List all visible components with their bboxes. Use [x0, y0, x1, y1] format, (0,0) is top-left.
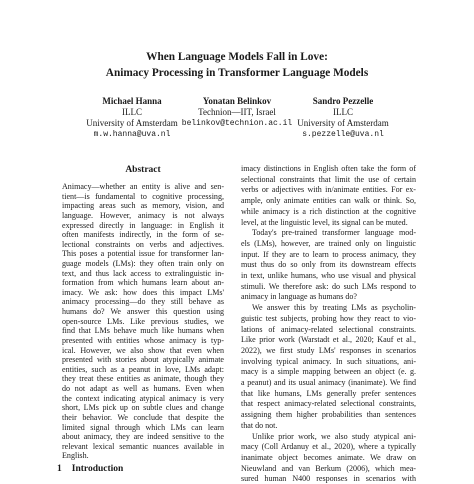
author-affiliation: Technion—IIT, Israel: [198, 107, 276, 117]
abstract-line: do not adapt as well as humans. Even when: [62, 384, 224, 393]
abstract-line: Animacy—whether an entity is alive and sen-: [62, 182, 224, 191]
author-affiliation: ILLC: [333, 107, 353, 117]
body-text-line: must thus do so only from its downstream effects: [241, 260, 416, 270]
abstract-line: short, LMs pick up on subtle clues and change: [62, 403, 224, 413]
paper-title-line-2: Animacy Processing in Transformer Language Models: [105, 67, 369, 79]
body-text-line: els (LMs), however, are trained only on linguistic: [241, 238, 416, 248]
body-text-line: that do not.: [241, 420, 278, 430]
abstract-heading: Abstract: [125, 165, 161, 175]
abstract-line: impacting areas such as memory, vision, and: [62, 201, 224, 211]
abstract-line: open-source LMs. Like previous studies, we: [62, 316, 224, 326]
author-email[interactable]: m.w.hanna@uva.nl: [93, 130, 171, 139]
body-text-line: a peanut) and its usual animacy (inanimate). We find: [241, 378, 416, 387]
author-email[interactable]: s.pezzelle@uva.nl: [302, 130, 384, 139]
author-name: Michael Hanna: [102, 96, 162, 106]
body-text-line: lations of animacy-related selectional constraints.: [241, 324, 416, 334]
section-title: Introduction: [71, 464, 124, 474]
abstract-line: text, and thus lack access to extralinguistic in-: [62, 268, 224, 278]
author-block: [0, 96, 474, 142]
abstract-line: about animacy, they are indeed sensitive to the: [62, 432, 224, 442]
abstract-line: often manifests indirectly, in the form of se-: [62, 230, 224, 240]
body-text-line: Nieuwland and van Berkum (2006), which mea-: [241, 463, 416, 473]
author-institution: University of Amsterdam: [297, 118, 389, 128]
author-3: [263, 96, 423, 140]
abstract-line: guage models (LMs): they often train only on: [62, 259, 224, 268]
abstract-line: find that LMs behave much like humans when: [62, 326, 224, 336]
introduction-heading: [57, 463, 123, 475]
body-text-line: Today's pre-trained transformer language mod-: [252, 228, 416, 238]
abstract-line: formation from which humans learn about an-: [62, 278, 224, 288]
abstract-line: relevant lexical semantic nuances available in: [62, 441, 224, 451]
abstract-line: limited signal through which LMs can learn: [62, 422, 224, 432]
body-text-line: while animacy is a rich distinction at the cognitive: [241, 206, 416, 216]
abstract-line: ical. However, we also show that even when: [62, 345, 224, 355]
section-number: 1: [57, 464, 62, 474]
body-text-line: level, at the linguistic level, its signal can be muted.: [241, 217, 408, 227]
body-text-line: macy (Coll Ardanuy et al., 2020), where a typically: [241, 442, 416, 452]
body-text-line: verbs or adjectives with in/animate entities. For ex-: [241, 185, 416, 195]
abstract-line: This poses a potential issue for transformer lan-: [62, 249, 224, 259]
abstract-line: entities, such as a peanut in love, LMs adapt:: [62, 364, 224, 374]
author-name: Yonatan Belinkov: [202, 96, 272, 106]
author-affiliation: ILLC: [122, 107, 142, 117]
abstract-line: they treat these entities as animate, though they: [62, 374, 224, 384]
paper-title-line-1: When Language Models Fall in Love:: [146, 51, 328, 63]
body-text-line: We answer this by treating LMs as psycholin-: [252, 303, 416, 313]
body-text-line: Like prior work (Warstadt et al., 2020; Kauf et al.,: [241, 335, 416, 345]
body-text-line: imacy distinctions in English often take the form of: [241, 164, 416, 173]
abstract-line: lectional constraints on verbs and adjectives.: [62, 239, 224, 249]
author-email[interactable]: belinkov@technion.ac.il: [181, 119, 293, 128]
body-text-line: stimuli. We therefore ask: do such LMs respond to: [241, 281, 416, 291]
body-text-line: that like humans, LMs generally prefer sentences: [241, 388, 416, 398]
body-text-line: inanimate object becomes animate. We draw on: [241, 452, 416, 462]
body-text-line: animacy in language as humans do?: [241, 292, 357, 302]
body-text-line: selectional constraints that limit the use of certain: [241, 174, 416, 184]
body-text-line: that respect animacy-related selectional constraints,: [241, 399, 416, 409]
body-text-line: Unlike prior work, we also study atypical ani-: [252, 431, 416, 441]
author-name: Sandro Pezzelle: [312, 96, 374, 106]
abstract-line: English.: [62, 451, 89, 461]
body-text-line: macy is a simple mapping between an object (e. g.: [241, 367, 416, 377]
abstract-line: tient—is fundamental to cognitive processing,: [62, 191, 224, 201]
abstract-line: animacy processing—do they still behave as: [62, 297, 224, 307]
abstract-line: presented with stories about atypically animate: [62, 355, 224, 365]
abstract-line: humans do? We answer this question using: [62, 307, 224, 317]
abstract-line: presented with entities whose animacy is typ-: [62, 335, 224, 345]
abstract-line: expressed directly in language: in English it: [62, 220, 224, 230]
body-text-line: sured human N400 responses in scenarios with: [241, 474, 416, 484]
body-text-line: ample, only animate entities can walk or think. So,: [241, 196, 416, 206]
body-text-line: 2022), we first study LMs' responses in scenarios: [241, 345, 416, 355]
body-text-line: involving typical animacy. In such situations, ani-: [241, 356, 416, 366]
body-text-line: assigning them higher probabilities than sentences: [241, 410, 416, 420]
abstract-line: imacy. We ask: how does this impact LMs': [62, 287, 224, 297]
abstract-line: language. However, animacy is not always: [62, 210, 224, 220]
body-text-line: in text, unlike humans, who use visual and physical: [241, 271, 416, 280]
abstract-line: their behavior. We conclude that despite the: [62, 412, 224, 422]
body-text-line: guistic test subjects, probing how they react to vio-: [241, 313, 416, 323]
author-institution: University of Amsterdam: [86, 118, 178, 128]
abstract-line: the context indicating atypical animacy is very: [62, 393, 224, 403]
body-text-line: input. If they are to learn to process animacy, they: [241, 249, 416, 259]
